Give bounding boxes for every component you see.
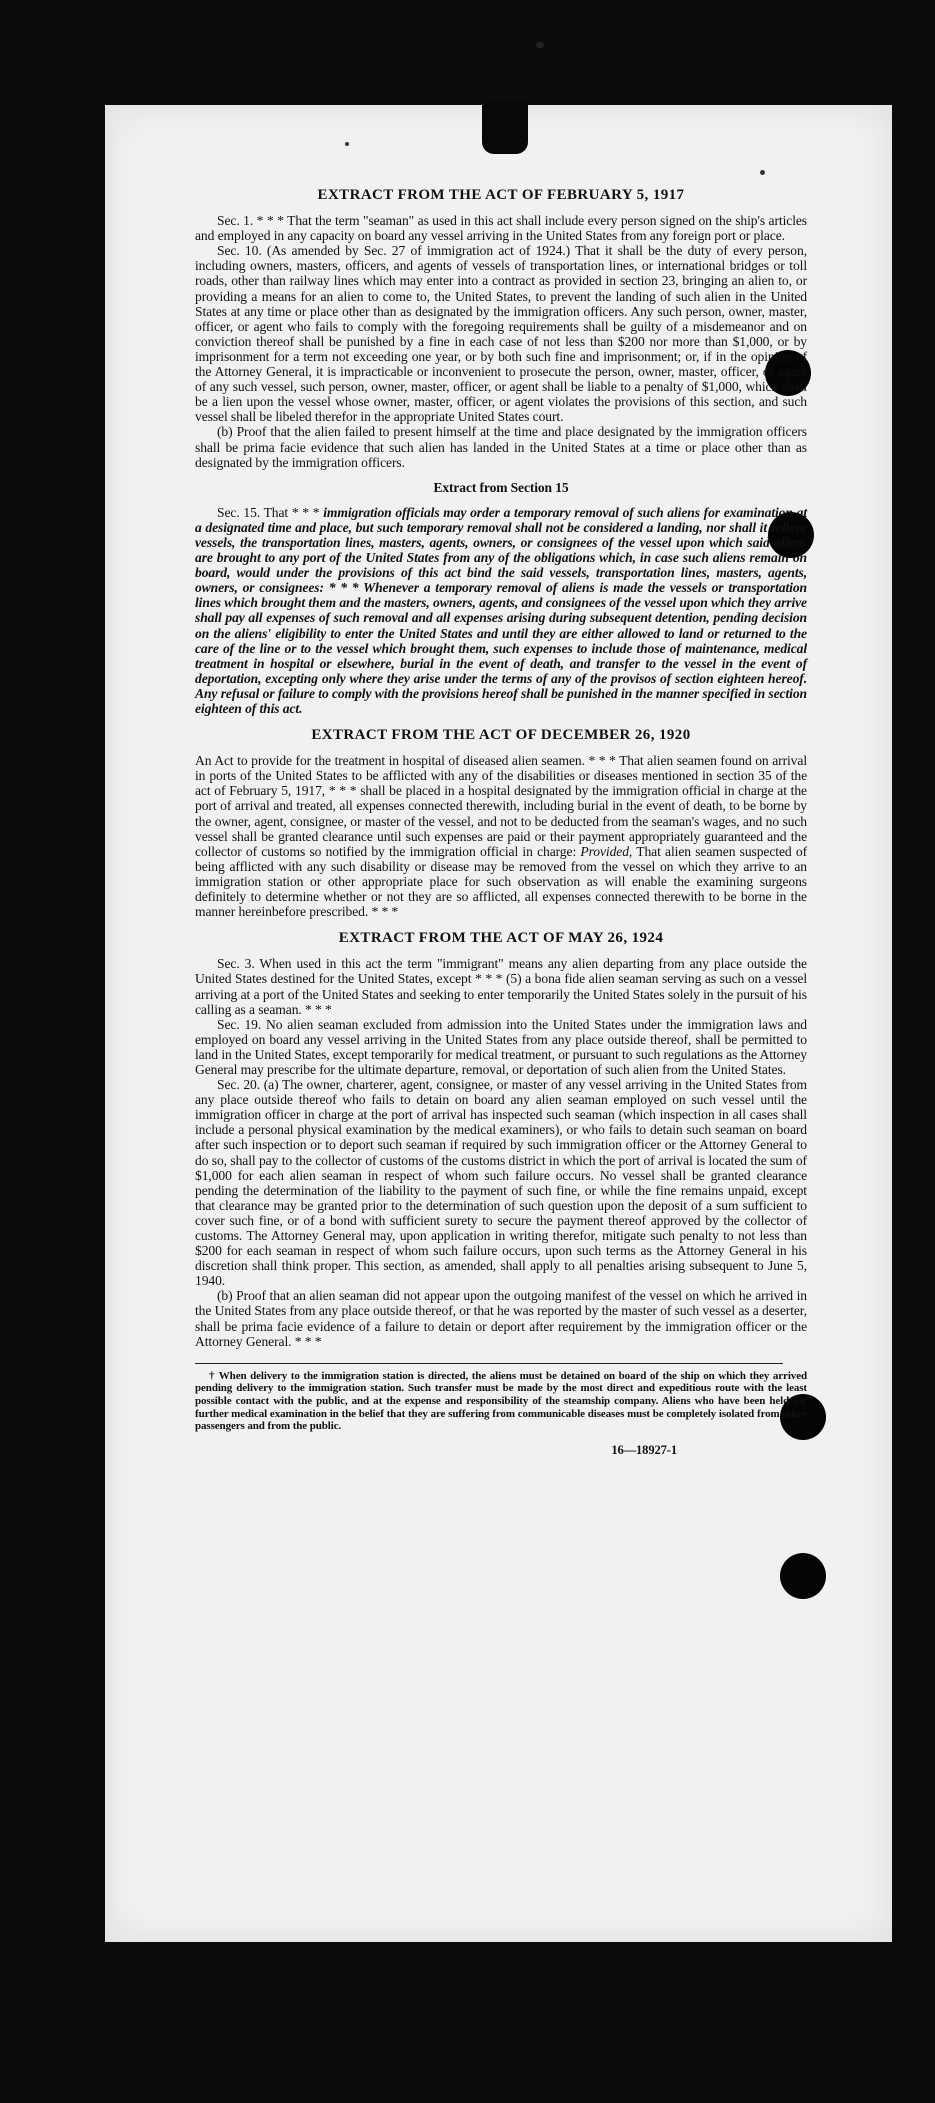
paragraph — [195, 505, 807, 716]
paragraph: (b) Proof that an alien seaman did not appear upon the outgoing manifest of the vessel on which he arrived in the United States from any place outside thereof, or that he was reported by the master of such vessel as a deserter, shall be prima facie evidence of a failure to detain or deport after requirement by the immigration officer or the Attorney General. * * * — [195, 1288, 807, 1349]
binder-clip — [482, 102, 528, 154]
document-text — [195, 188, 807, 1458]
paragraph: (b) Proof that the alien failed to present himself at the time and place designated by the immigration officers shall be prima facie evidence that such alien has landed in the United States at a time or place other than as designated by the immigration officers. — [195, 424, 807, 470]
paragraph: Sec. 20. (a) The owner, charterer, agent, consignee, or master of any vessel arriving in the United States from any place outside thereof who fails to detain on board any alien seaman employed on such vessel until the immigration officer in charge at the port of arrival has inspected such seaman (which inspection in all cases shall include a personal physical examination by the medical examiners), or who fails to detain such seaman on board after such inspection or to deport such seaman if required by such immigration officer or the Attorney General to do so, shall pay to the collector of customs of the customs district in which the port of arrival is located the sum of $1,000 for each alien seaman in respect of whom such failure occurs. No vessel shall be granted clearance pending the determination of the liability to the payment of such fine, or while the fine remains unpaid, except that clearance may be granted prior to the determination of such question upon the deposit of a sum sufficient to cover such fine, or of a bond with sufficient surety to secure the payment thereof approved by the collector of customs. The Attorney General may, upon application in writing therefor, mitigate such penalty to not less than $200 for each seaman in respect of whom such failure occurs, upon such terms as the Attorney General in his discretion shall think proper. This section, as amended, shall apply to all penalties arising subsequent to June 5, 1940. — [195, 1077, 807, 1289]
footnote-divider — [195, 1363, 783, 1364]
form-number: 16—18927-1 — [611, 1442, 677, 1457]
section-heading: EXTRACT FROM THE ACT OF MAY 26, 1924 — [338, 930, 664, 947]
section-heading: EXTRACT FROM THE ACT OF FEBRUARY 5, 1917 — [317, 187, 685, 203]
section-heading: Extract from Section 15 — [433, 479, 569, 495]
scan-speck — [760, 170, 765, 175]
punch-hole — [780, 1553, 826, 1599]
paragraph — [195, 753, 807, 919]
italic-text: Provided, — [580, 843, 633, 859]
paragraph-text: That alien seamen suspected of being afflicted with any such disability or disease may be removed from the vessel on which they arrive to an immigration station or other appropriate place for such observation as will enable the examining surgeons definitely to determine whether or not they are so afflicted, all expenses connected therewith to be borne in the manner hereinbefore prescribed. * * * — [195, 843, 808, 920]
paragraph: Sec. 10. (As amended by Sec. 27 of immigration act of 1924.) That it shall be the duty of every person, including owners, masters, officers, and agents of vessels of transportation lines, or international bridges or toll roads, other than railway lines which may enter into a contract as provided in section 23, bringing an alien to, or providing a means for an alien to come to, the United States, to prevent the landing of such alien in the United States at any time or place other than as designated by the immigration officers. Any such person, owner, master, officer, or agent who fails to comply with the foregoing requirements shall be guilty of a misdemeanor and on conviction thereof shall be punished by a fine in each case of not less than $200 nor more than $1,000, or by imprisonment for a term not exceeding one year, or by both such fine and imprisonment; or, if in the opinion of the Attorney General, it is impracticable or inconvenient to prosecute the person, owner, master, officer, or agent of any such vessel, such person, owner, master, officer, or agent shall be liable to a penalty of $1,000, which shall be a lien upon the vessel whose owner, master, officer, or agent violates the provisions of this section, and such vessel shall be libeled therefor in the appropriate United States court. — [195, 243, 807, 425]
paragraph: Sec. 1. * * * That the term "seaman" as used in this act shall include every person signed on the ship's articles and employed in any capacity on board any vessel arriving in the United States from any foreign port or place. — [195, 213, 807, 244]
scan-artifact — [536, 42, 544, 48]
paragraph: Sec. 3. When used in this act the term "immigrant" means any alien departing from any place outside the United States destined for the United States, except * * * (5) a bona fide alien seaman serving as such on a vessel arriving at a port of the United States and seeking to enter temporarily the United States solely in the pursuit of his calling as a seaman. * * * — [195, 956, 807, 1017]
scan-speck — [345, 142, 349, 146]
footnote: † When delivery to the immigration station is directed, the aliens must be detained on board of the ship on which they arrived pending delivery to the immigration station. Such transfer must be made by the most direct and expeditious route with the least possible contact with the public, and at the expense and responsibility of the steamship company. Aliens who have been held for further medical examination in the belief that they are suffering from communicable diseases must be completely isolated from other passengers and from the public. — [195, 1369, 807, 1433]
paragraph-text: An Act to provide for the treatment in hospital of diseased alien seamen. * * * That alien seamen found on arrival in ports of the United States to be afflicted with any of the disabilities or diseases mentioned in section 35 of the act of February 5, 1917, * * * shall be placed in a hospital designated by the immigration official in charge at the port of arrival and treated, all expenses connected therewith, including burial in the event of death, to be borne by the owner, agent, consignee, or master of the vessel, and not to be deducted from the seaman's wages, and no such vessel shall be granted clearance until such expenses are paid or their payment appropriately guaranteed and the collector of customs so notified by the immigration official in charge: — [195, 753, 807, 859]
paragraph: Sec. 19. No alien seaman excluded from admission into the United States under the immigration laws and employed on board any vessel arriving in the United States from any place outside thereof, shall be permitted to land in the United States, except temporarily for medical treatment, or pursuant to such regulations as the Attorney General may prescribe for the ultimate departure, removal, or deportation of such alien from the United States. — [195, 1016, 807, 1077]
section-heading: EXTRACT FROM THE ACT OF DECEMBER 26, 1920 — [311, 727, 691, 744]
paragraph-lead: Sec. 15. That * * * — [217, 504, 320, 520]
italic-text: immigration officials may order a temporary removal of such aliens for examination at a designated time and place, but such temporary removal shall not be considered a landing, nor shall it relieve vessels, the transportation lines, masters, agents, owners, or consignees of the vessel upon which said aliens are brought to any port of the United States from any of the obligations which, in case such aliens remain on board, would under the provisions of this act bind the said vessels, transportation lines, masters, agents, owners, or consignees: * * * Whenever a temporary removal of aliens is made the vessels or transportation lines which brought them and the masters, owners, agents, and consignees of the vessel upon which they arrive shall pay all expenses of such removal and all expenses arising during subsequent detention, pending decision on the aliens' eligibility to enter the United States and until they are either allowed to land or returned to the care of the line or to the vessel which brought them, such expenses to include those of maintenance, medical treatment in hospital or elsewhere, burial in the event of death, and transfer to the vessel in the event of deportation, excepting only where they arise under the terms of any of the provisos of section eighteen hereof. Any refusal or failure to comply with the provisions hereof shall be punished in the manner specified in section eighteen of this act. — [195, 504, 807, 716]
